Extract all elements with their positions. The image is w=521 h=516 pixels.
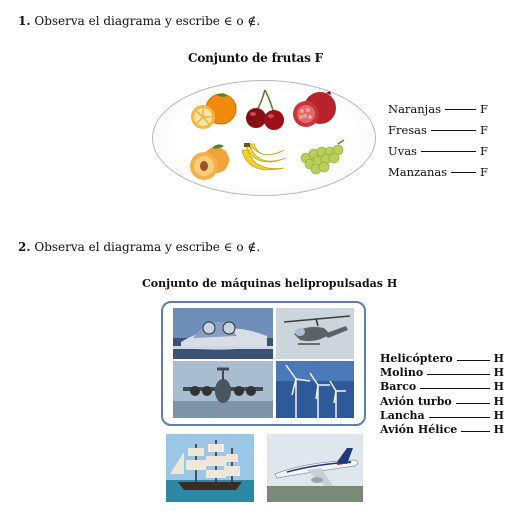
orange-icon bbox=[187, 91, 243, 133]
answer-blank[interactable] bbox=[445, 99, 476, 110]
set-2-item bbox=[380, 366, 504, 380]
answer-blank[interactable] bbox=[461, 423, 489, 432]
item-label: Manzanas bbox=[388, 165, 448, 179]
item-label: Helicóptero bbox=[380, 352, 453, 365]
set-1-item bbox=[388, 162, 488, 183]
set-2-item bbox=[380, 352, 504, 366]
answer-blank[interactable] bbox=[429, 409, 490, 418]
question-1 bbox=[18, 14, 260, 28]
grapes-icon bbox=[296, 138, 346, 176]
set-2-item bbox=[380, 423, 504, 437]
set-2-title: Conjunto de máquinas helipropulsadas H bbox=[142, 277, 398, 290]
answer-blank[interactable] bbox=[421, 141, 476, 152]
set-1-item bbox=[388, 99, 488, 120]
item-label: Barco bbox=[380, 380, 417, 394]
set-1-items bbox=[388, 99, 488, 183]
question-1-text: Observa el diagrama y escribe ∈ o ∉. bbox=[34, 14, 261, 28]
set-2-item bbox=[380, 409, 504, 423]
set-2-item bbox=[380, 380, 504, 394]
item-label: Fresas bbox=[388, 123, 427, 137]
item-label: Uvas bbox=[388, 144, 417, 158]
question-2-number: 2. bbox=[18, 240, 31, 254]
answer-blank[interactable] bbox=[456, 395, 490, 404]
set-1-item bbox=[388, 120, 488, 141]
item-label: Lancha bbox=[380, 408, 425, 422]
set-letter: F bbox=[480, 102, 488, 116]
banana-icon bbox=[236, 140, 290, 180]
item-label: Avión turbo bbox=[380, 394, 452, 408]
set-letter: H bbox=[493, 380, 504, 394]
set-letter: F bbox=[480, 123, 488, 137]
question-1-number: 1. bbox=[18, 14, 31, 28]
answer-blank[interactable] bbox=[427, 366, 489, 375]
set-letter: H bbox=[493, 352, 504, 365]
pomegranate-icon bbox=[290, 90, 342, 130]
answer-blank[interactable] bbox=[420, 380, 489, 389]
hovercraft-photo bbox=[173, 308, 273, 359]
question-2-text: Observa el diagrama y escribe ∈ o ∉. bbox=[34, 240, 261, 254]
set-1-title: Conjunto de frutas F bbox=[188, 51, 323, 65]
wind-turbines-photo bbox=[276, 361, 354, 418]
set-letter: H bbox=[493, 408, 504, 422]
answer-blank[interactable] bbox=[451, 162, 476, 173]
set-1-item bbox=[388, 141, 488, 162]
set-letter: H bbox=[493, 423, 504, 437]
set-2-items bbox=[380, 352, 504, 437]
helicopter-photo bbox=[276, 308, 354, 359]
set-letter: F bbox=[480, 165, 488, 179]
set-letter: H bbox=[493, 366, 504, 380]
sailing-ship-photo bbox=[166, 434, 254, 502]
item-label: Naranjas bbox=[388, 102, 442, 116]
turboprop-plane-photo bbox=[173, 361, 273, 418]
question-2 bbox=[18, 240, 260, 254]
answer-blank[interactable] bbox=[457, 352, 490, 361]
item-label: Avión Hélice bbox=[380, 423, 458, 437]
set-letter: F bbox=[480, 144, 488, 158]
answer-blank[interactable] bbox=[431, 120, 476, 131]
item-label: Molino bbox=[380, 366, 424, 380]
cherry-icon bbox=[245, 88, 285, 132]
set-2-item bbox=[380, 395, 504, 409]
peach-icon bbox=[186, 142, 234, 182]
set-letter: H bbox=[493, 394, 504, 408]
jet-airliner-photo bbox=[267, 434, 363, 502]
